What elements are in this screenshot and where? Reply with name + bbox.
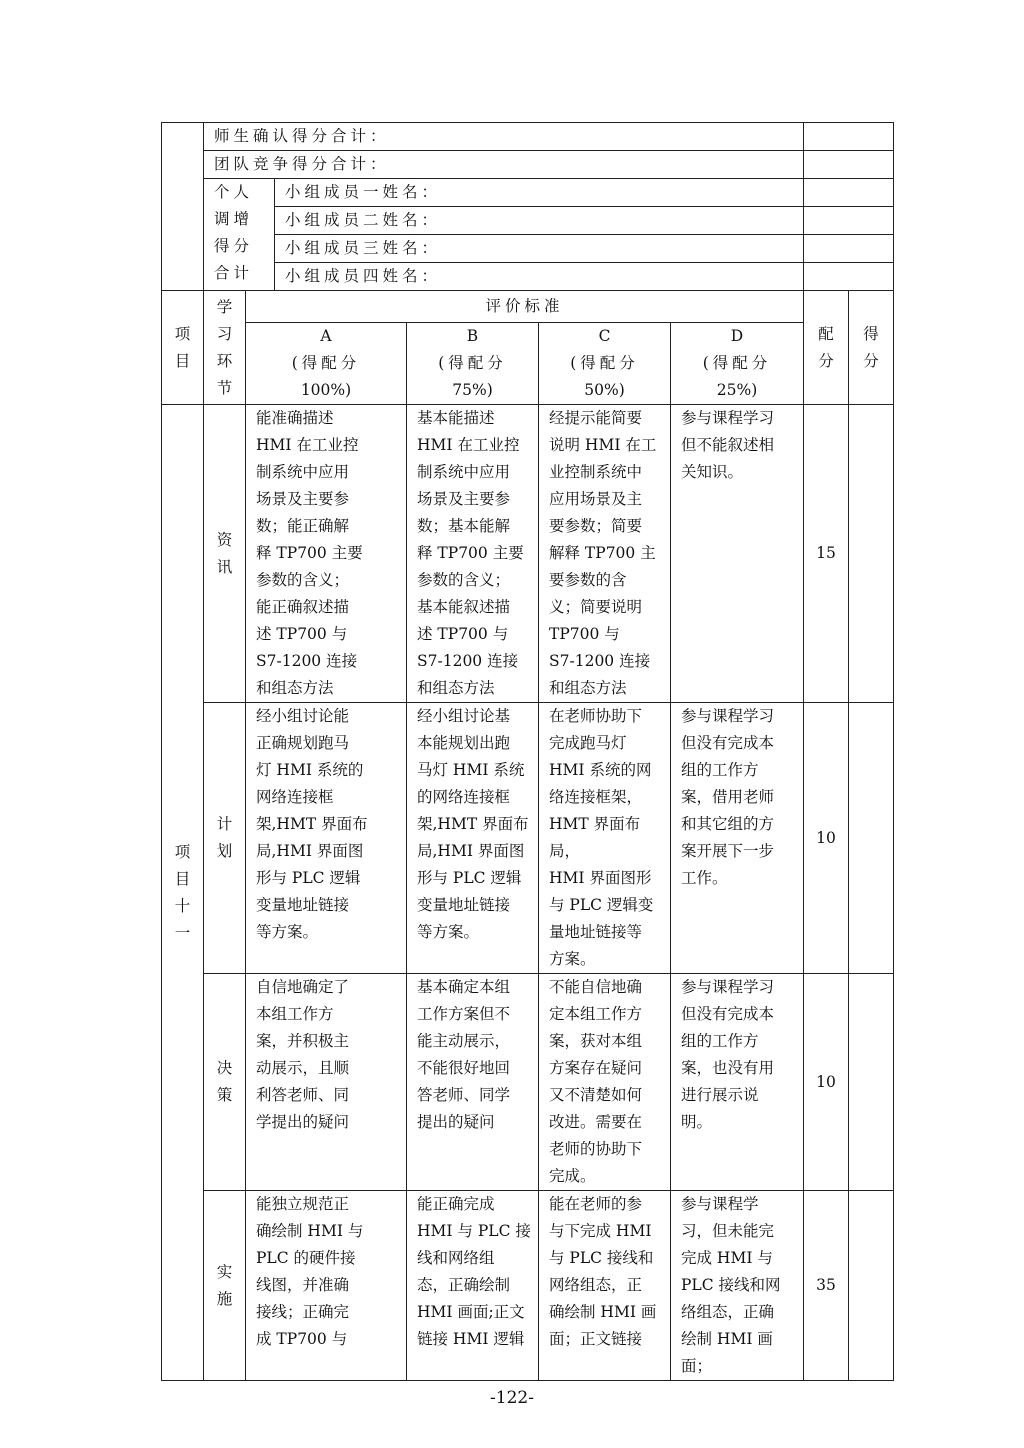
personal-adjust-line: 调增 [214, 210, 254, 228]
criteria-cell-c-line: 老师的协助下 [549, 1140, 643, 1158]
header-stage [204, 291, 246, 405]
criteria-cell-c [539, 405, 671, 703]
project-name-line: 项 [174, 842, 191, 861]
criteria-cell-a-line: 架,HMT 界面布 [256, 815, 368, 833]
member-name-label: 小组成员三姓名： [275, 235, 804, 263]
stage-name [204, 405, 246, 703]
criteria-cell-a-line: 本组工作方 [256, 1005, 334, 1023]
criteria-cell-b-line: 马灯 HMI 系统 [417, 761, 525, 779]
header-score [849, 291, 894, 405]
criteria-body [162, 405, 894, 1381]
criteria-cell-a-line: 参数的含义； [256, 571, 350, 589]
teacher-student-total-value [804, 123, 894, 151]
header-score-line: 得 [863, 324, 879, 343]
criteria-cell-d-line: 案，也没有用 [681, 1059, 775, 1077]
stage-name-line: 实 [216, 1262, 233, 1281]
criteria-cell-b-line: 基本能描述 [417, 409, 495, 427]
level-percent: 25%) [716, 381, 758, 399]
criteria-cell-a-line: 释 TP700 主要 [256, 544, 363, 562]
criteria-cell-c-line: 和组态方法 [549, 679, 627, 697]
criteria-cell-a-line: 灯 HMI 系统的 [256, 761, 364, 779]
criteria-cell-c-line: 与 PLC 接线和 [549, 1249, 654, 1267]
criteria-cell-b-line: 等方案。 [417, 923, 480, 941]
criteria-cell-b [407, 974, 539, 1191]
summary-blank-cell [162, 123, 204, 291]
criteria-cell-b-line: 释 TP700 主要 [417, 544, 524, 562]
criteria-row [162, 1191, 894, 1381]
criteria-cell-d-line: 工作。 [681, 869, 728, 887]
criteria-cell-c [539, 703, 671, 974]
criteria-cell-a [246, 1191, 407, 1381]
criteria-cell-b-line: 的网络连接框 [417, 788, 511, 806]
criteria-cell-b-line: 不能很好地回 [417, 1059, 511, 1077]
evaluation-table [161, 122, 894, 1381]
criteria-cell-b-line: HMI 在工业控 [417, 436, 520, 454]
stage-name-line: 策 [216, 1086, 233, 1104]
header-points [804, 291, 849, 405]
score-value [849, 703, 894, 974]
criteria-cell-b-line: 能主动展示， [417, 1032, 511, 1050]
criteria-cell-b-line: 变量地址链接 [417, 896, 511, 914]
criteria-cell-b-line: 链接 HMI 逻辑 [417, 1330, 525, 1348]
criteria-cell-b-line: 态，正确绘制 [417, 1276, 511, 1294]
criteria-cell-b-line: HMI 画面;正文 [417, 1303, 525, 1321]
criteria-cell-c-line: 又不清楚如何 [549, 1086, 643, 1104]
header-project-line: 项 [174, 324, 191, 343]
header-score-line: 分 [863, 351, 879, 370]
level-percent: 100%) [300, 381, 352, 399]
header-stage-line: 节 [216, 378, 233, 397]
criteria-cell-c-line: 要参数；简要 [549, 517, 643, 535]
criteria-cell-d-line: 参与课程学习 [681, 707, 775, 725]
criteria-cell-a [246, 703, 407, 974]
criteria-cell-d [671, 974, 804, 1191]
criteria-cell-b-line: 局,HMI 界面图 [417, 842, 525, 860]
member-name-label: 小组成员一姓名： [275, 179, 804, 207]
criteria-cell-c-line: 完成跑马灯 [549, 734, 627, 752]
criteria-cell-d-line: PLC 接线和网 [681, 1276, 781, 1294]
criteria-cell-a [246, 974, 407, 1191]
criteria-cell-c-line: 方案。 [549, 950, 596, 968]
project-name-line: 目 [174, 869, 191, 888]
criteria-cell-d-line: 关知识。 [681, 463, 744, 481]
teacher-student-total-label: 师生确认得分合计： [204, 123, 804, 151]
member-score-value [804, 207, 894, 235]
criteria-cell-c-line: 与 PLC 逻辑变 [549, 896, 654, 914]
points-value: 10 [804, 974, 849, 1191]
criteria-cell-d [671, 1191, 804, 1381]
criteria-cell-d-line: 绘制 HMI 画面； [681, 1330, 773, 1375]
criteria-cell-a-line: 利答老师、同 [256, 1086, 350, 1104]
level-d-header [671, 323, 804, 405]
stage-name [204, 974, 246, 1191]
criteria-cell-d-line: 参与课程学习 [681, 978, 775, 996]
criteria-cell-c-line: 经提示能简要 [549, 409, 643, 427]
level-grade: B [466, 327, 479, 345]
header-points-line: 配 [818, 324, 834, 343]
criteria-row [162, 974, 894, 1191]
criteria-cell-d-line: 组的工作方 [681, 1032, 759, 1050]
criteria-cell-c-line: 络连接框架， [549, 788, 643, 806]
score-value [849, 974, 894, 1191]
criteria-cell-b [407, 1191, 539, 1381]
criteria-cell-c-line: 完成。 [549, 1167, 596, 1185]
level-ratio-label: (得配分 [291, 354, 361, 372]
criteria-cell-b-line: 形与 PLC 逻辑 [417, 869, 522, 887]
level-c-header [539, 323, 671, 405]
criteria-cell-b-line: 经小组讨论基 [417, 707, 511, 725]
level-percent: 50%) [584, 381, 625, 399]
project-name-line: 十 [174, 896, 191, 915]
criteria-cell-c-line: 确绘制 HMI 画 [549, 1303, 657, 1321]
criteria-cell-c-line: S7-1200 连接 [549, 652, 651, 670]
criteria-cell-a-line: 能准确描述 [256, 409, 334, 427]
criteria-cell-d-line: 但没有完成本 [681, 1005, 775, 1023]
level-ratio-label: (得配分 [570, 354, 639, 372]
criteria-cell-c-line: 解释 TP700 主 [549, 544, 656, 562]
criteria-cell-a-line: HMI 在工业控 [256, 436, 359, 454]
criteria-cell-c [539, 1191, 671, 1381]
criteria-cell-c-line: 量地址链接等 [549, 923, 643, 941]
stage-name-line: 计 [216, 815, 233, 833]
criteria-cell-c-line: 应用场景及主 [549, 490, 643, 508]
team-competition-total-value [804, 151, 894, 179]
criteria-cell-b-line: HMI 与 PLC 接 [417, 1222, 531, 1240]
criteria-cell-a-line: 成 TP700 与 [256, 1330, 348, 1348]
stage-name-line: 施 [216, 1289, 233, 1308]
criteria-cell-a-line: 场景及主要参 [256, 490, 350, 508]
criteria-cell-c-line: HMI 系统的网 [549, 761, 652, 779]
criteria-cell-c [539, 974, 671, 1191]
level-grade: A [320, 327, 332, 345]
criteria-cell-d-line: 进行展示说 [681, 1086, 759, 1104]
points-value: 15 [804, 405, 849, 703]
criteria-cell-a-line: 经小组讨论能 [256, 707, 350, 725]
criteria-cell-b-line: 场景及主要参 [417, 490, 511, 508]
header-stage-line: 学 [216, 297, 233, 316]
criteria-cell-a-line: 述 TP700 与 [256, 625, 348, 643]
criteria-cell-a-line: 和组态方法 [256, 679, 334, 697]
criteria-cell-c-line: 面；正文链接 [549, 1330, 643, 1348]
criteria-cell-a-line: 能正确叙述描 [256, 598, 350, 616]
criteria-cell-d-line: 组的工作方 [681, 761, 759, 779]
page-number: -122- [490, 1388, 534, 1408]
stage-name-line: 决 [216, 1059, 233, 1077]
level-b-header [407, 323, 539, 405]
criteria-cell-a-line: S7-1200 连接 [256, 652, 358, 670]
criteria-cell-b-line: 工作方案但不 [417, 1005, 511, 1023]
criteria-cell-a-line: 数；能正确解 [256, 517, 350, 535]
member-name-label: 小组成员二姓名： [275, 207, 804, 235]
criteria-cell-c-line: 方案存在疑问 [549, 1059, 643, 1077]
criteria-cell-c-line: 义；简要说明 [549, 598, 643, 616]
criteria-cell-c-line: HMI 界面图形 [549, 869, 652, 887]
criteria-cell-b-line: 制系统中应用 [417, 463, 511, 481]
level-grade: D [730, 327, 744, 345]
project-name-line: 一 [174, 923, 191, 942]
criteria-cell-d-line: 但没有完成本 [681, 734, 775, 752]
criteria-cell-a-line: 等方案。 [256, 923, 319, 941]
member-score-value [804, 235, 894, 263]
member-score-value [804, 263, 894, 291]
criteria-cell-c-line: 能在老师的参 [549, 1195, 643, 1213]
criteria-cell-c-line: 改进。需要在 [549, 1113, 643, 1131]
criteria-cell-d-line: 络组态，正确 [681, 1303, 775, 1321]
criteria-row [162, 703, 894, 974]
criteria-cell-c-line: 不能自信地确 [549, 978, 643, 996]
criteria-cell-d-line: 习，但未能完 [681, 1222, 775, 1240]
personal-adjust-line: 合计 [214, 264, 254, 282]
criteria-cell-a-line: 制系统中应用 [256, 463, 350, 481]
criteria-cell-c-line: 案，获对本组 [549, 1032, 643, 1050]
criteria-cell-a-line: 自信地确定了 [256, 978, 350, 996]
level-grade: C [598, 327, 611, 345]
criteria-cell-b-line: 基本确定本组 [417, 978, 511, 996]
criteria-cell-d [671, 405, 804, 703]
personal-adjust-line: 得分 [214, 237, 254, 255]
criteria-cell-d-line: 明。 [681, 1113, 713, 1131]
criteria-cell-b-line: 架,HMT 界面布 [417, 815, 529, 833]
stage-name-line: 资 [216, 530, 233, 549]
stage-name [204, 1191, 246, 1381]
personal-adjust-label [204, 179, 275, 291]
member-name-label: 小组成员四姓名： [275, 263, 804, 291]
criteria-cell-c-line: 定本组工作方 [549, 1005, 643, 1023]
criteria-cell-a [246, 405, 407, 703]
level-ratio-label: (得配分 [702, 354, 772, 372]
criteria-cell-b-line: 本能规划出跑 [417, 734, 511, 752]
criteria-cell-a-line: 局,HMI 界面图 [256, 842, 364, 860]
criteria-cell-a-line: 变量地址链接 [256, 896, 350, 914]
level-ratio-label: (得配分 [438, 354, 507, 372]
stage-name-line: 划 [216, 842, 233, 860]
criteria-cell-d-line: 和其它组的方 [681, 815, 775, 833]
stage-name [204, 703, 246, 974]
header-stage-line: 习 [216, 324, 233, 343]
criteria-cell-a-line: 线图，并准确 [256, 1276, 350, 1294]
criteria-cell-a-line: PLC 的硬件接 [256, 1249, 356, 1267]
criteria-cell-a-line: 确绘制 HMI 与 [256, 1222, 364, 1240]
points-value: 35 [804, 1191, 849, 1381]
stage-name-line: 讯 [216, 557, 233, 576]
criteria-cell-b-line: 和组态方法 [417, 679, 495, 697]
criteria-cell-d-line: 案开展下一步 [681, 842, 775, 860]
personal-adjust-line: 个人 [214, 183, 254, 201]
criteria-cell-c-line: 业控制系统中 [549, 463, 643, 481]
criteria-cell-a-line: 形与 PLC 逻辑 [256, 869, 361, 887]
member-score-value [804, 179, 894, 207]
criteria-cell-c-line: 说明 HMI 在工 [549, 436, 657, 454]
score-value [849, 405, 894, 703]
criteria-cell-a-line: 能独立规范正 [256, 1195, 350, 1213]
criteria-cell-d-line: 参与课程学 [681, 1195, 759, 1213]
header-stage-line: 环 [216, 351, 233, 370]
criteria-cell-c-line: 在老师协助下 [549, 707, 643, 725]
score-value [849, 1191, 894, 1381]
criteria-cell-a-line: 动展示，且顺 [256, 1059, 350, 1077]
level-a-header [246, 323, 407, 405]
criteria-cell-b-line: 参数的含义； [417, 571, 511, 589]
criteria-cell-a-line: 学提出的疑问 [256, 1113, 350, 1131]
criteria-cell-b-line: 答老师、同学 [417, 1086, 511, 1104]
criteria-cell-b-line: 提出的疑问 [417, 1113, 495, 1131]
criteria-cell-d-line: 完成 HMI 与 [681, 1249, 773, 1267]
criteria-cell-d [671, 703, 804, 974]
criteria-row [162, 405, 894, 703]
criteria-cell-a-line: 案，并积极主 [256, 1032, 350, 1050]
criteria-cell-c-line: 与下完成 HMI [549, 1222, 652, 1240]
criteria-cell-d-line: 案，借用老师 [681, 788, 775, 806]
criteria-cell-b [407, 405, 539, 703]
team-competition-total-label: 团队竞争得分合计： [204, 151, 804, 179]
criteria-cell-a-line: 正确规划跑马 [256, 734, 350, 752]
criteria-title: 评价标准 [246, 291, 804, 323]
criteria-cell-c-line: 网络组态，正 [549, 1276, 643, 1294]
header-project [162, 291, 204, 405]
criteria-cell-b-line: 基本能叙述描 [417, 598, 511, 616]
criteria-cell-c-line: HMT 界面布局， [549, 815, 641, 860]
criteria-cell-b-line: 数；基本能解 [417, 517, 511, 535]
header-project-line: 目 [174, 351, 191, 370]
criteria-cell-d-line: 但不能叙述相 [681, 436, 775, 454]
criteria-cell-b-line: S7-1200 连接 [417, 652, 519, 670]
criteria-cell-d-line: 参与课程学习 [681, 409, 775, 427]
criteria-cell-b [407, 703, 539, 974]
criteria-cell-a-line: 网络连接框 [256, 788, 334, 806]
criteria-cell-c-line: 要参数的含 [549, 571, 627, 589]
level-percent: 75%) [452, 381, 493, 399]
criteria-cell-b-line: 线和网络组 [417, 1249, 495, 1267]
project-name [162, 405, 204, 1381]
criteria-cell-b-line: 能正确完成 [417, 1195, 495, 1213]
criteria-cell-b-line: 述 TP700 与 [417, 625, 509, 643]
header-points-line: 分 [818, 351, 834, 370]
criteria-cell-c-line: TP700 与 [549, 625, 620, 643]
points-value: 10 [804, 703, 849, 974]
criteria-cell-a-line: 接线；正确完 [256, 1303, 350, 1321]
